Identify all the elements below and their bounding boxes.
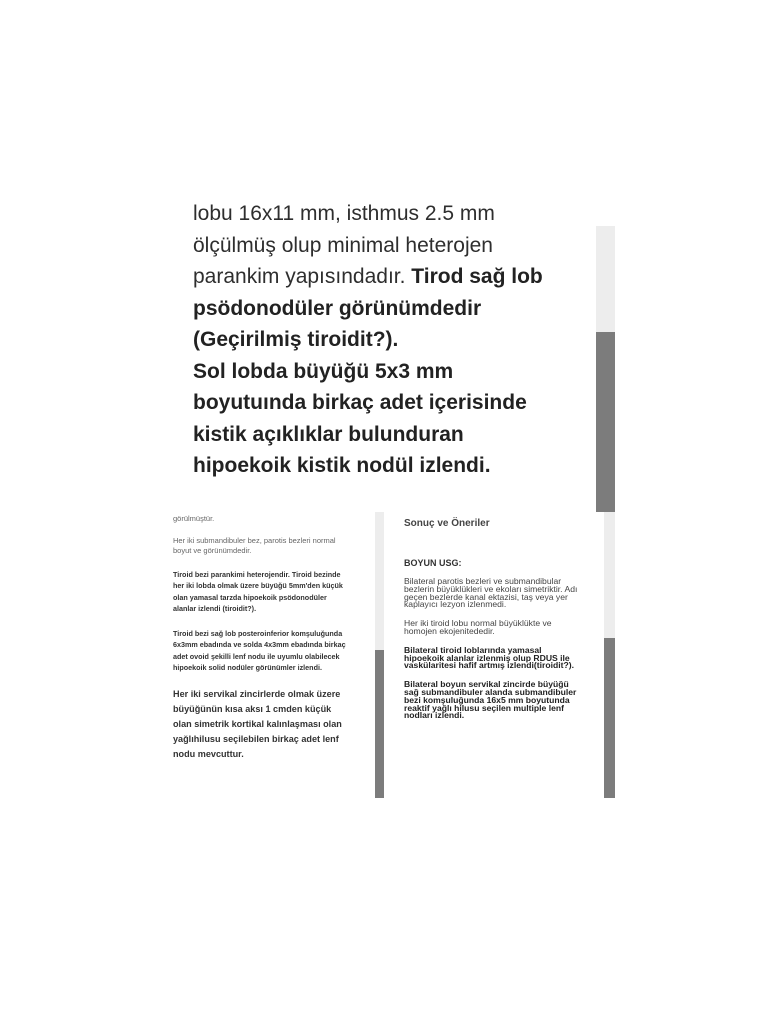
conclusions-title: Sonuç ve Öneriler <box>404 518 490 529</box>
conclusions-subhead: BOYUN USG: <box>404 558 462 568</box>
zoomed-report-excerpt <box>176 202 616 512</box>
zoomed-line: ölçülmüş olup minimal heterojen <box>193 233 493 257</box>
conclusions-paragraph: Bilateral boyun servikal zincirde büyüğü sağ submandibuler alanda submandibuler bezi komşuluğunda 16x5 mm boyutunda reaktif yağlı hilusu seçilen multiple lenf nodları izlendi. <box>404 679 577 721</box>
findings-paragraph: Tiroid bezi parankimi heterojendir. Tiroid bezinde her iki lobda olmak üzere büyüğü 5mm'den küçük olan yamasal tarzda hipoekoik psödonodüler alanlar izlendi (tiroidit?). <box>173 570 343 613</box>
report-findings-panel <box>163 512 375 798</box>
zoomed-line <box>193 450 593 482</box>
findings-paragraph: Tiroid bezi sağ lob posteroinferior komşuluğunda 6x3mm ebadında ve solda 4x3mm ebadında birkaç adet ovoid şekilli lenf nodu ile uyumlu olabilecek hipoekoik solid nodüler görünümler izlendi. <box>173 629 346 673</box>
findings-paragraph: görülmüştür. <box>173 514 215 523</box>
zoomed-scrollbar-thumb[interactable] <box>596 332 615 512</box>
conclusions-scrollbar-thumb[interactable] <box>604 638 615 798</box>
zoomed-line-bold: hipoekoik kistik nodül izlendi. <box>193 454 491 477</box>
findings-paragraph: Her iki submandibuler bez, parotis bezleri normal boyut ve görünümdedir. <box>173 536 336 555</box>
zoomed-line <box>193 261 593 293</box>
findings-scrollbar-thumb[interactable] <box>375 650 384 798</box>
zoomed-line-bold: boyutuında birkaç adet içerisinde <box>193 391 527 414</box>
zoomed-line <box>193 293 593 325</box>
zoomed-line <box>193 356 593 388</box>
zoomed-line-bold: Sol lobda büyüğü 5x3 mm <box>193 359 454 383</box>
conclusions-paragraph: Bilateral parotis bezleri ve submandibular bezlerin büyüklükleri ve ekoları simetriktir. Adı geçen bezlerde kanal ektazisi, taş veya yer kaplayıcı lezyon izlenmedi. <box>404 576 578 610</box>
conclusions-text <box>404 512 584 720</box>
zoomed-line <box>193 419 593 451</box>
zoomed-line <box>193 387 593 419</box>
zoomed-line-normal: parankim yapısındadır. <box>193 265 412 288</box>
zoomed-line-bold: Tirod sağ lob <box>411 265 543 288</box>
zoomed-line-bold: psödonodüler görünümdedir <box>193 296 482 320</box>
zoomed-line: lobu 16x11 mm, isthmus 2.5 mm <box>193 202 495 225</box>
conclusions-paragraph: Her iki tiroid lobu normal büyüklükte ve homojen ekojenitededir. <box>404 618 552 636</box>
zoomed-line-bold: kistik açıklıklar bulunduran <box>193 422 464 446</box>
zoomed-line <box>193 324 593 356</box>
conclusions-panel <box>384 512 604 798</box>
findings-text <box>173 512 351 762</box>
zoomed-report-text <box>193 198 593 482</box>
conclusions-paragraph: Bilateral tiroid loblarında yamasal hipoekoik alanlar izlenmiş olup RDUS ile vaskülaritesi hafif artmış izlendi(tiroidit?). <box>404 644 574 671</box>
zoomed-line-bold: (Geçirilmiş tiroidit?). <box>193 328 399 351</box>
findings-paragraph: Her iki servikal zincirlerde olmak üzere büyüğünün kısa aksı 1 cmden küçük olan simetrik kortikal kalınlaşması olan yağlıhilusu seçilebilen birkaç adet lenf nodu mevcuttur. <box>173 689 342 760</box>
